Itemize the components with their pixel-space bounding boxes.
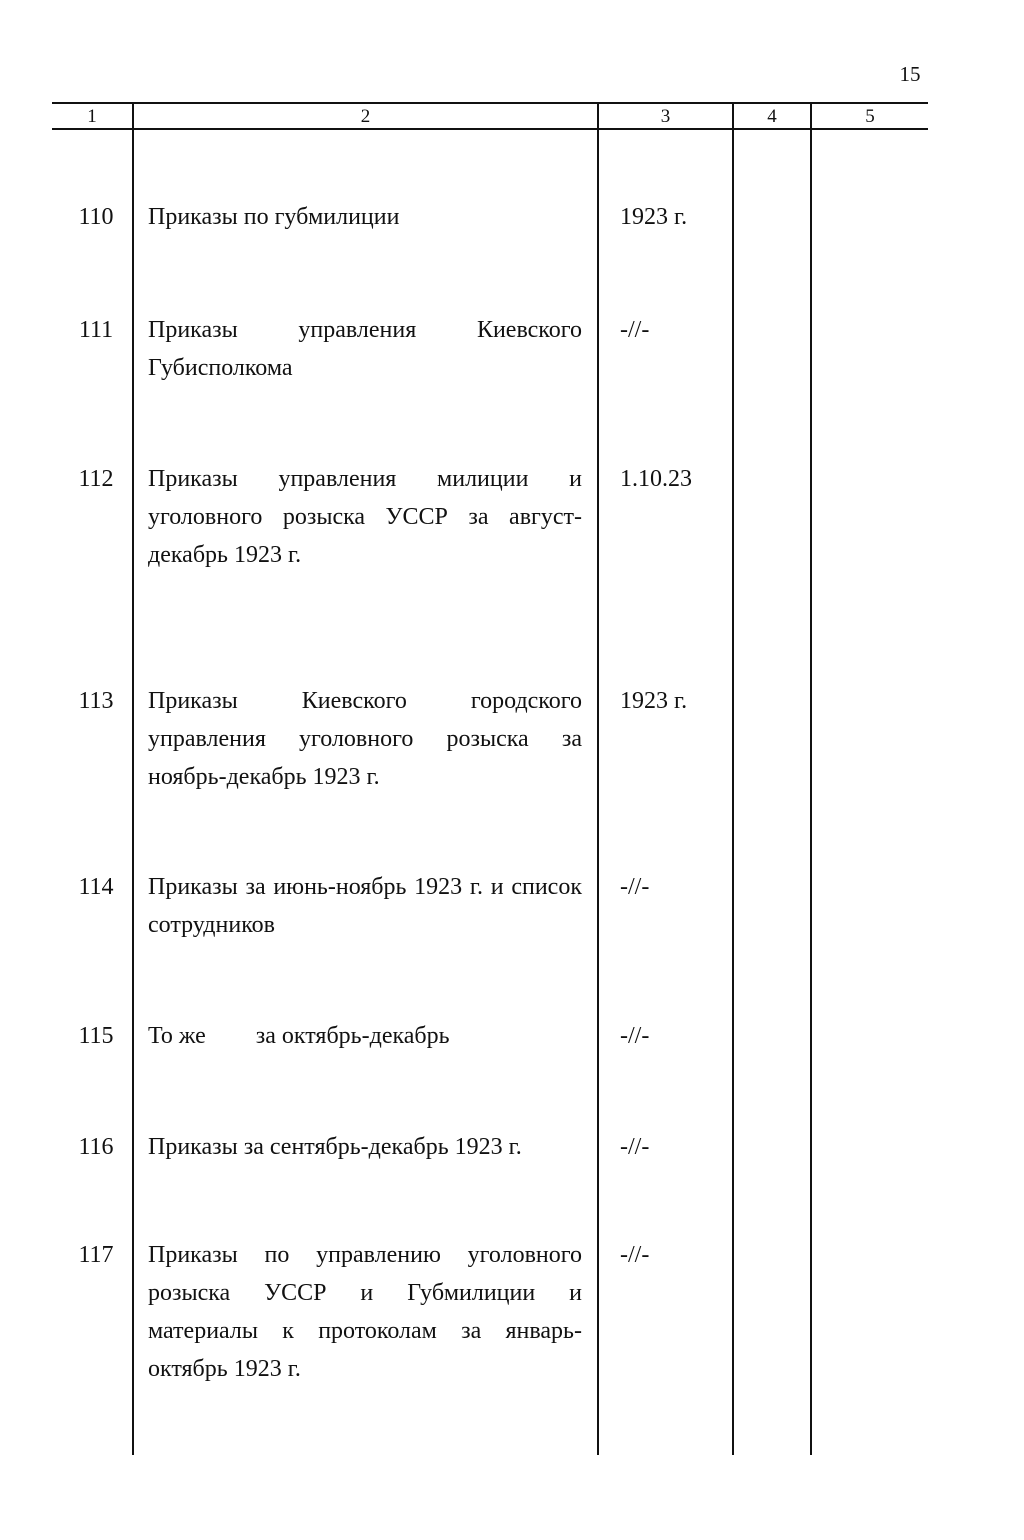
row-date: -//- (620, 1242, 650, 1268)
row-number: 117 (78, 1242, 114, 1268)
row-title-period: за октябрь-декабрь (255, 1023, 450, 1049)
column-divider-2 (597, 103, 599, 1455)
column-header-1: 1 (87, 106, 97, 127)
row-number: 115 (78, 1023, 114, 1049)
row-date: 1923 г. (620, 204, 688, 230)
column-divider-4 (810, 103, 812, 1455)
row-title-ditto: То же (148, 1023, 206, 1049)
row-title: Приказы по губмилиции (148, 204, 400, 230)
row-title: Приказы за сентябрь-декабрь 1923 г. (148, 1134, 522, 1160)
row-title: Приказы по управлению уголовного розыска УССР и Губмилиции и материалы к протоколам за январь-октябрь 1923 г. (148, 1242, 582, 1382)
row-number: 111 (78, 317, 114, 343)
row-title: Приказы Киевского городского управления уголовного розыска за ноябрь-декабрь 1923 г. (148, 688, 582, 790)
column-header-4: 4 (767, 106, 777, 127)
page-number: 15 (899, 62, 921, 86)
table-header-rule (52, 128, 928, 130)
column-header-3: 3 (660, 106, 671, 127)
column-divider-3 (732, 103, 734, 1455)
row-date: -//- (620, 874, 650, 900)
row-title: Приказы управления милиции и уголовного розыска УССР за август-декабрь 1923 г. (148, 466, 582, 568)
row-number: 116 (78, 1134, 114, 1160)
row-number: 113 (78, 688, 114, 714)
row-title (148, 1017, 582, 1055)
row-number: 110 (78, 204, 114, 230)
row-date: -//- (620, 1023, 650, 1049)
row-number: 112 (78, 466, 114, 492)
column-header-5: 5 (865, 106, 875, 127)
row-title: Приказы за июнь-ноябрь 1923 г. и список сотрудников (148, 874, 582, 938)
row-date: -//- (620, 317, 650, 343)
row-date: -//- (620, 1134, 650, 1160)
row-date: 1.10.23 (620, 466, 692, 492)
column-header-2: 2 (360, 106, 371, 127)
column-divider-1 (132, 103, 134, 1455)
row-number: 114 (78, 874, 114, 900)
row-date: 1923 г. (620, 688, 688, 714)
row-title: Приказы управления Киевского Губисполкома (148, 317, 582, 381)
table-top-rule (52, 102, 928, 104)
